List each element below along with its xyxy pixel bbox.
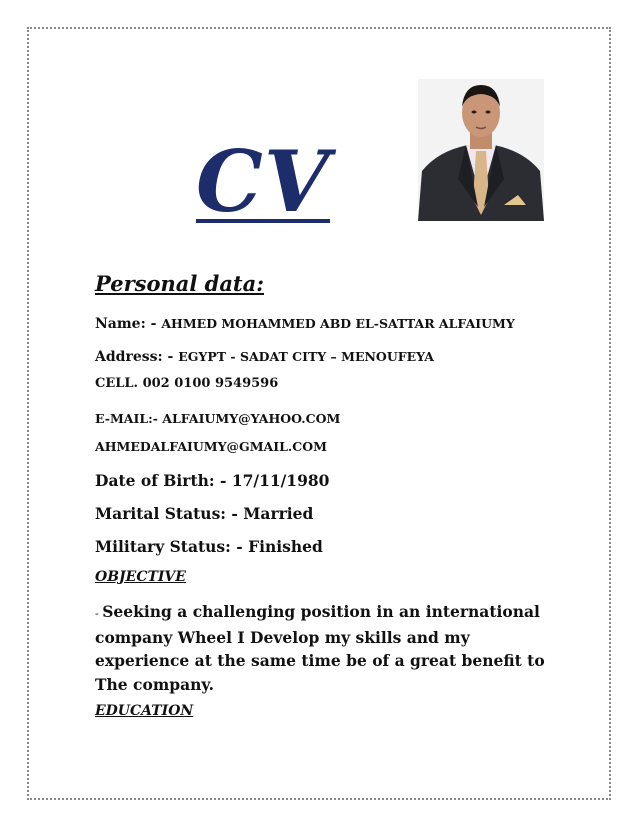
education-heading: EDUCATION <box>95 703 194 719</box>
address-value: EGYPT - SADAT CITY – MENOUFEYA <box>178 349 434 364</box>
objective-body: Seeking a challenging position in an international company Wheel I Develop my skills and my experience at the same time be of a great benefit to The company. <box>95 602 545 694</box>
address-label: Address: - <box>95 349 179 365</box>
email-value: ALFAIUMY@YAHOO.COM <box>162 411 341 426</box>
military-status: Military Status: - Finished <box>95 537 323 556</box>
address-line <box>95 346 434 365</box>
profile-photo <box>418 79 544 221</box>
date-of-birth: Date of Birth: - 17/11/1980 <box>95 471 330 490</box>
objective-text <box>95 600 565 696</box>
name-label: Name: - <box>95 316 162 332</box>
cv-title: CV <box>196 132 331 231</box>
marital-status: Marital Status: - Married <box>95 504 314 523</box>
email-label: E-MAIL:- <box>95 411 163 426</box>
cell-line: CELL. 002 0100 9549596 <box>95 376 279 391</box>
email2-line: AHMEDALFAIUMY@GMAIL.COM <box>95 439 327 454</box>
personal-data-heading: Personal data: <box>95 271 264 296</box>
name-value: AHMED MOHAMMED ABD EL-SATTAR ALFAIUMY <box>161 316 515 331</box>
objective-dash: - <box>95 607 103 620</box>
email-line <box>95 408 340 427</box>
name-line <box>95 313 515 332</box>
objective-heading: OBJECTIVE <box>95 569 186 585</box>
